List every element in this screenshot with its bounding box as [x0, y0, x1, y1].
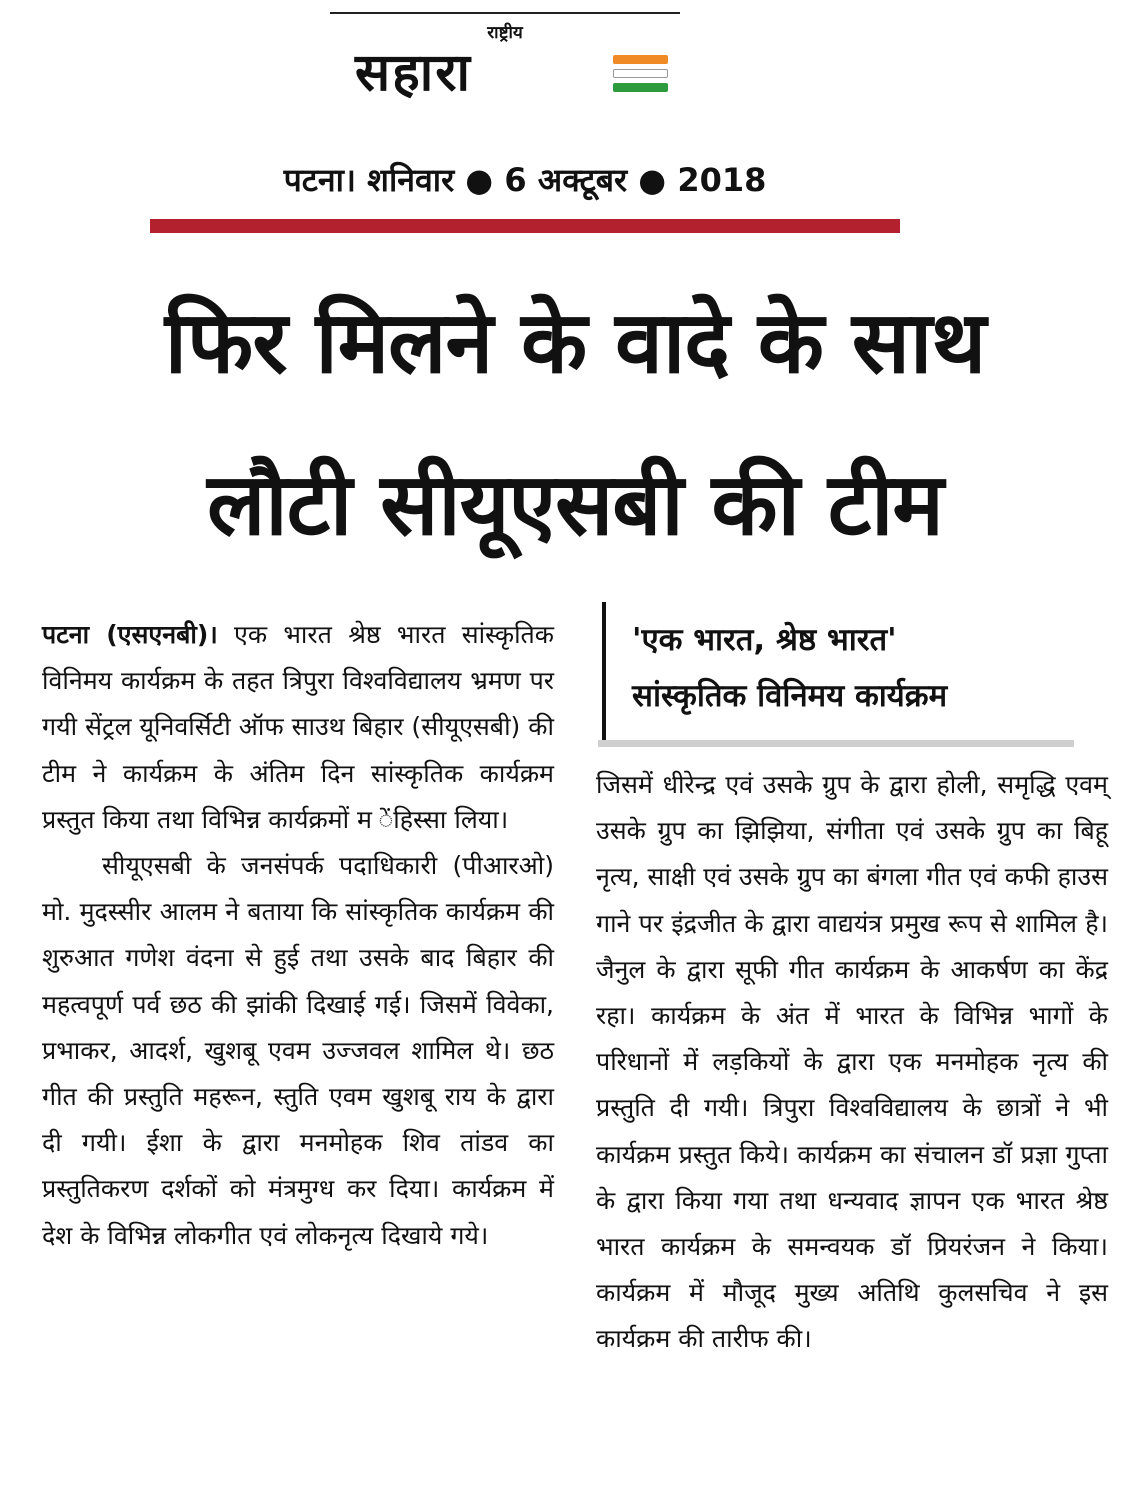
subhead-bar	[602, 602, 606, 740]
subhead-rule	[598, 740, 1074, 747]
article-column-left	[42, 612, 554, 1259]
flag-stripe-white	[613, 69, 668, 78]
paragraph-1-text: एक भारत श्रेष्ठ भारत सांस्कृतिक विनिमय कार्यक्रम के तहत त्रिपुरा विश्वविद्यालय भ्रमण पर गयी सेंट्रल यूनिवर्सिटी ऑफ साउथ बिहार (सीयूएसबी) की टीम ने कार्यक्रम के अंतिम दिन सांस्कृतिक कार्यक्रम प्रस्तुत किया तथा विभिन्न कार्यक्रमों म ेंहिस्सा लिया।	[42, 620, 554, 834]
newspaper-logo-name: सहारा	[355, 43, 472, 103]
subhead	[632, 612, 1092, 724]
flag-stripes-icon	[613, 55, 668, 97]
byline: पटना (एसएनबी)।	[42, 620, 218, 649]
flag-stripe-green	[613, 83, 668, 92]
article-paragraph-3: जिसमें धीरेन्द्र एवं उसके ग्रुप के द्वारा होली, समृद्धि एवम् उसके ग्रुप का झिझिया, संगीता एवं उसके ग्रुप का बिहू नृत्य, साक्षी एवं उसके ग्रुप का बंगला गीत एवं कफी हाउस गाने पर इंद्रजीत के द्वारा वाद्ययंत्र प्रमुख रूप से शामिल है। जैनुल के द्वारा सूफी गीत कार्यक्रम के आकर्षण का केंद्र रहा। कार्यक्रम के अंत में भारत के विभिन्न भागों के परिधानों में लड़कियों के द्वारा एक मनमोहक नृत्य की प्रस्तुति दी गयी। त्रिपुरा विश्वविद्यालय के छात्रों ने भी कार्यक्रम प्रस्तुत किये। कार्यक्रम का संचालन डॉ प्रज्ञा गुप्ता के द्वारा किया गया तथा धन्यवाद ज्ञापन एक भारत श्रेष्ठ भारत कार्यक्रम के समन्वयक डॉ प्रियरंजन ने किया। कार्यक्रम में मौजूद मुख्य अतिथि कुलसचिव ने इस कार्यक्रम की तारीफ की।	[596, 770, 1108, 1354]
dateline: पटना। शनिवार ● 6 अक्टूबर ● 2018	[283, 161, 767, 199]
headline-line-1: फिर मिलने के वादे के साथ	[164, 293, 986, 393]
red-divider	[150, 219, 900, 233]
flag-stripe-saffron	[613, 55, 668, 64]
masthead-top-word: राष्ट्रीय	[487, 23, 523, 43]
article-column-right	[596, 762, 1108, 1363]
headline	[20, 262, 1130, 586]
subhead-line-1: 'एक भारत, श्रेष्ठ भारत'	[632, 622, 897, 658]
masthead-rule	[330, 12, 680, 14]
article-paragraph-2: सीयूएसबी के जनसंपर्क पदाधिकारी (पीआरओ) मो. मुदस्सीर आलम ने बताया कि सांस्कृतिक कार्यक्रम की शुरुआत गणेश वंदना से हुई तथा उसके बाद बिहार की महत्वपूर्ण पर्व छठ की झांकी दिखाई गई। जिसमें विवेका, प्रभाकर, आदर्श, खुशबू एवम उज्जवल शामिल थे। छठ गीत की प्रस्तुति महरून, स्तुति एवम खुशबू राय के द्वारा दी गयी। ईशा के द्वारा मनमोहक शिव तांडव का प्रस्तुतिकरण दर्शकों को मंत्रमुग्ध कर दिया। कार्यक्रम में देश के विभिन्न लोकगीत एवं लोकनृत्य दिखाये गये।	[42, 851, 554, 1250]
headline-line-2: लौटी सीयूएसबी की टीम	[207, 455, 943, 555]
article-paragraph-1	[42, 612, 554, 843]
subhead-line-2: सांस्कृतिक विनिमय कार्यक्रम	[632, 678, 948, 714]
